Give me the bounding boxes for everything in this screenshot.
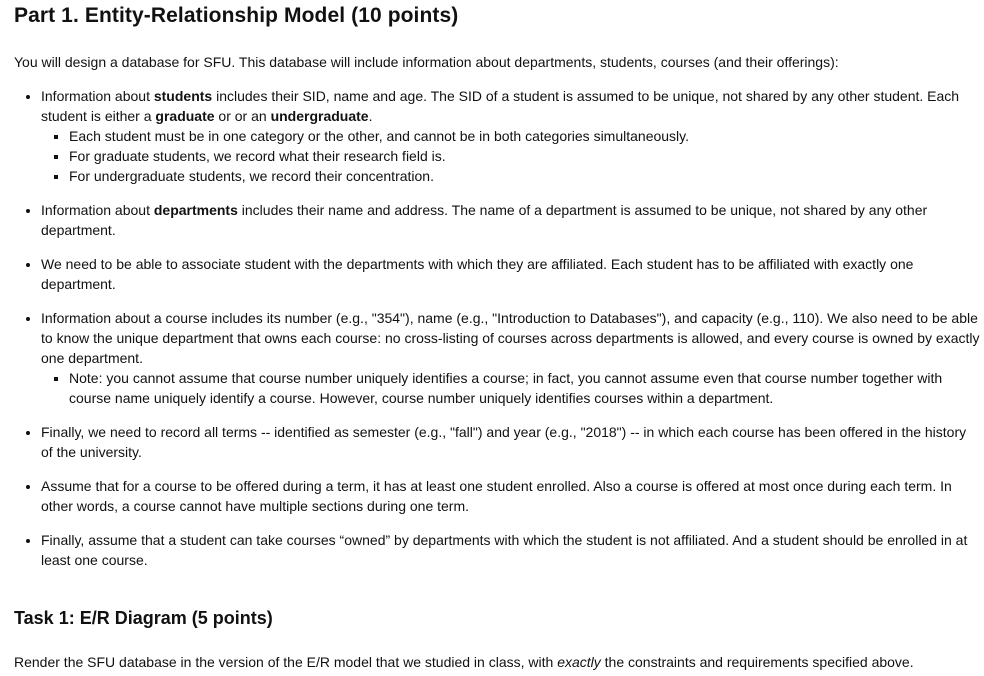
- undergraduate-term: undergraduate: [270, 108, 369, 124]
- students-text-1: Information about: [41, 88, 154, 104]
- part-title: Part 1. Entity-Relationship Model (10 points): [14, 4, 459, 27]
- graduate-term: graduate: [155, 108, 215, 124]
- task-text-2: the constraints and requirements specified above.: [600, 654, 914, 670]
- task-emphasis: exactly: [557, 654, 601, 670]
- intro-paragraph: You will design a database for SFU. This database will include information about departments, students, courses (and their offerings):: [14, 54, 839, 70]
- task-text-1: Render the SFU database in the version of the E/R model that we studied in class, with: [14, 654, 558, 670]
- departments-text-1: Information about: [41, 202, 154, 218]
- list-item-courses: [41, 308, 981, 408]
- list-item-offering: • Assume that for a course to be offered during a term, it has at least one student enrolled. Also a course is offered at most once during each term. In other words, a course cannot have multiple sections during one term.: [41, 476, 981, 516]
- task-instruction: [14, 652, 984, 672]
- students-text-2: includes their SID, name and age. The SID of a student is assumed to be unique, not shared by any other student. Each student is either a: [41, 88, 960, 124]
- courses-sublist: [41, 368, 981, 408]
- students-text-4: .: [368, 108, 373, 124]
- students-sublist: [41, 126, 981, 186]
- sublist-item: ▪ Note: you cannot assume that course number uniquely identifies a course; in fact, you cannot assume even that course number together with course name uniquely identify a course. However, course number uniquely identifies courses within a department.: [69, 368, 981, 408]
- sublist-item: ▪ For graduate students, we record what their research field is.: [69, 146, 981, 166]
- students-term: students: [153, 88, 213, 104]
- departments-text-2: includes their name and address. The name of a department is assumed to be unique, not shared by any other department.: [41, 202, 928, 238]
- students-text-3: or or an: [214, 108, 271, 124]
- list-item-affiliation: • We need to be able to associate student with the departments with which they are affiliated. Each student has to be affiliated with exactly one department.: [41, 254, 981, 294]
- departments-term: departments: [153, 202, 238, 218]
- list-item-departments: [41, 200, 981, 240]
- sublist-item: ▪ Each student must be in one category or the other, and cannot be in both categories simultaneously.: [69, 126, 981, 146]
- sublist-item: ▪ For undergraduate students, we record their concentration.: [69, 166, 981, 186]
- list-item-students: [41, 86, 981, 186]
- list-item-terms: • Finally, we need to record all terms -- identified as semester (e.g., "fall") and year (e.g., "2018") -- in which each course has been offered in the history of the university.: [41, 422, 981, 462]
- list-item-enrollment: • Finally, assume that a student can take courses “owned” by departments with which the student is not affiliated. And a student should be enrolled in at least one course.: [41, 530, 981, 570]
- requirements-list: [14, 86, 981, 570]
- courses-text: Information about a course includes its number (e.g., "354"), name (e.g., "Introduction to Databases"), and capacity (e.g., 110). We also need to be able to know the unique department that owns each course: no cross-listing of courses across departments is allowed, and every course is owned by exactly one department.: [41, 310, 980, 366]
- task-title: Task 1: E/R Diagram (5 points): [14, 608, 273, 628]
